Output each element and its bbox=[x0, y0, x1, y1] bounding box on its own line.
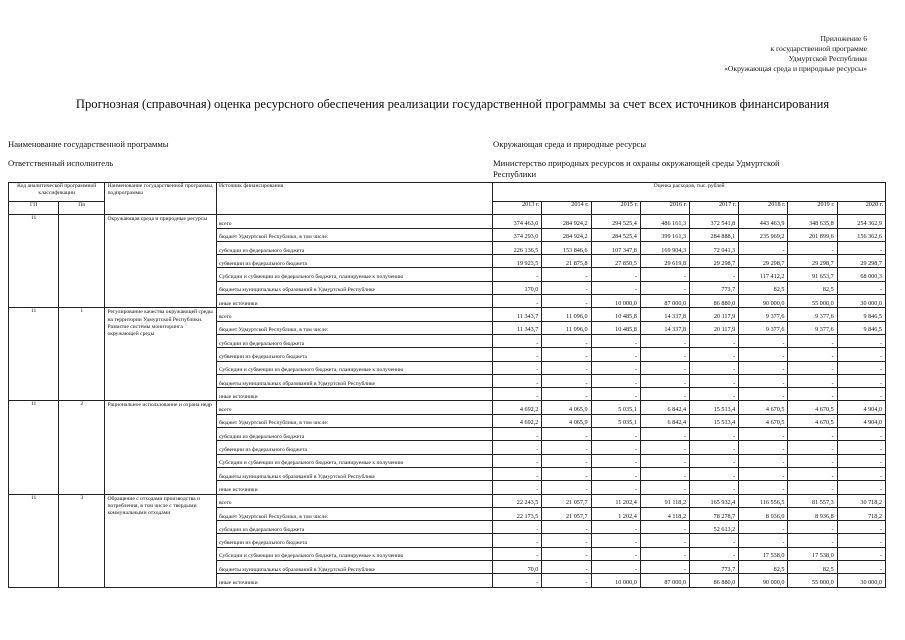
amount-cell: 22 173,5 bbox=[493, 507, 542, 520]
amount-cell: - bbox=[837, 547, 885, 560]
amount-cell: 10 000,0 bbox=[591, 574, 640, 587]
amount-cell: 14 337,8 bbox=[640, 308, 689, 321]
source-header: Источник финансирования bbox=[216, 183, 492, 215]
amount-cell: - bbox=[788, 334, 837, 347]
appendix-line: «Окружающая среда и природные ресурсы» bbox=[724, 64, 867, 73]
amount-cell: - bbox=[837, 361, 885, 374]
amount-cell: 4 670,5 bbox=[788, 414, 837, 427]
amount-cell: - bbox=[493, 534, 542, 547]
amount-cell: - bbox=[837, 441, 885, 454]
amount-cell: 21 057,7 bbox=[542, 494, 591, 507]
amount-cell: - bbox=[640, 428, 689, 441]
amount-cell: - bbox=[493, 428, 542, 441]
amount-cell: - bbox=[493, 521, 542, 534]
amount-cell: 718,2 bbox=[837, 507, 885, 520]
amount-cell: - bbox=[690, 547, 739, 560]
amount-cell: - bbox=[788, 521, 837, 534]
funding-source-cell: бюджет Удмуртской Республики, в том числе: bbox=[216, 228, 492, 241]
pp-code-cell: 2 bbox=[59, 401, 105, 494]
amount-cell: - bbox=[788, 374, 837, 387]
amount-cell: 81 557,3 bbox=[788, 494, 837, 507]
amount-cell: - bbox=[690, 348, 739, 361]
amount-cell: - bbox=[739, 361, 788, 374]
amount-cell: 8 936,0 bbox=[739, 507, 788, 520]
amount-cell: 5 035,1 bbox=[591, 414, 640, 427]
amount-cell: 443 463,9 bbox=[739, 215, 788, 228]
amount-cell: 170,0 bbox=[493, 281, 542, 294]
amount-cell: - bbox=[591, 374, 640, 387]
amount-cell: - bbox=[690, 534, 739, 547]
funding-source-cell: субвенции из федерального бюджета bbox=[216, 441, 492, 454]
amount-cell: 68 000,3 bbox=[837, 268, 885, 281]
amount-cell: - bbox=[837, 481, 885, 494]
pp-header: Пп bbox=[59, 202, 105, 215]
amount-cell: 30 000,0 bbox=[837, 574, 885, 587]
amount-cell: - bbox=[690, 361, 739, 374]
amount-cell: 91 118,2 bbox=[640, 494, 689, 507]
amount-cell: 4 670,5 bbox=[739, 401, 788, 414]
amount-cell: - bbox=[739, 467, 788, 480]
amount-cell: 72 041,3 bbox=[690, 241, 739, 254]
amount-cell: - bbox=[493, 361, 542, 374]
amount-cell: 19 923,5 bbox=[493, 255, 542, 268]
amount-cell: 4 670,5 bbox=[739, 414, 788, 427]
amount-cell: - bbox=[591, 361, 640, 374]
amount-cell: 55 000,0 bbox=[788, 574, 837, 587]
amount-cell: - bbox=[640, 268, 689, 281]
amount-cell: 10 000,0 bbox=[591, 295, 640, 308]
amount-cell: 169 904,3 bbox=[640, 241, 689, 254]
appendix-line: Удмуртской Республики bbox=[788, 54, 867, 63]
funding-source-cell: всего bbox=[216, 401, 492, 414]
amount-cell: 294 525,4 bbox=[591, 215, 640, 228]
amount-cell: - bbox=[690, 441, 739, 454]
year-header: 2020 г. bbox=[837, 202, 885, 215]
funding-source-cell: субвенции из федерального бюджета bbox=[216, 255, 492, 268]
amount-cell: 87 000,0 bbox=[640, 574, 689, 587]
amount-cell: - bbox=[542, 534, 591, 547]
amount-cell: 284 525,4 bbox=[591, 228, 640, 241]
amount-cell: 9 846,5 bbox=[837, 308, 885, 321]
amount-cell: 17 538,0 bbox=[788, 547, 837, 560]
amount-cell: 11 343,7 bbox=[493, 308, 542, 321]
amount-cell: 773,7 bbox=[690, 561, 739, 574]
amount-cell: - bbox=[837, 241, 885, 254]
executor-value: Министерство природных ресурсов и охраны окружающей среды Удмуртской Республики bbox=[493, 158, 780, 179]
appendix-line: Приложение 6 bbox=[820, 34, 867, 43]
funding-source-cell: иные источники bbox=[216, 295, 492, 308]
amount-cell: - bbox=[640, 388, 689, 401]
amount-cell: - bbox=[788, 454, 837, 467]
gp-code-cell: 11 bbox=[9, 308, 59, 401]
amount-cell: 91 653,7 bbox=[788, 268, 837, 281]
amount-cell: - bbox=[542, 295, 591, 308]
amount-cell: 11 343,7 bbox=[493, 321, 542, 334]
amount-cell: - bbox=[640, 521, 689, 534]
funding-source-cell: иные источники bbox=[216, 388, 492, 401]
amount-cell: - bbox=[640, 481, 689, 494]
amount-cell: - bbox=[690, 374, 739, 387]
amount-cell: - bbox=[788, 481, 837, 494]
amount-cell: - bbox=[788, 467, 837, 480]
document-title: Прогнозная (справочная) оценка ресурсного обеспечения реализации государственной программы за счет всех источников финансирования bbox=[75, 97, 830, 111]
amount-cell: 78 278,7 bbox=[690, 507, 739, 520]
subprogram-name-cell: Обращение с отходами производства и потребления, в том числе с твердыми коммунальными отходами bbox=[105, 494, 217, 587]
amount-cell: - bbox=[591, 281, 640, 294]
amount-cell: - bbox=[640, 374, 689, 387]
amount-cell: - bbox=[837, 388, 885, 401]
amount-cell: 10 485,8 bbox=[591, 308, 640, 321]
amount-cell: 15 513,4 bbox=[690, 401, 739, 414]
executor-label: Ответственный исполнитель bbox=[8, 158, 114, 168]
amount-cell: 29 298,7 bbox=[739, 255, 788, 268]
funding-source-cell: субвенции из федерального бюджета bbox=[216, 534, 492, 547]
amount-cell: 374 293,0 bbox=[493, 228, 542, 241]
amount-cell: - bbox=[591, 348, 640, 361]
amount-cell: - bbox=[739, 441, 788, 454]
amount-cell: - bbox=[591, 268, 640, 281]
amount-cell: - bbox=[739, 241, 788, 254]
funding-source-cell: бюджеты муниципальных образований в Удмуртской Республике bbox=[216, 561, 492, 574]
amount-cell: 27 850,5 bbox=[591, 255, 640, 268]
amount-cell: - bbox=[542, 467, 591, 480]
amount-cell: 70,0 bbox=[493, 561, 542, 574]
year-header: 2017 г. bbox=[690, 202, 739, 215]
amount-cell: 372 541,8 bbox=[690, 215, 739, 228]
program-value: Окружающая среда и природные ресурсы bbox=[493, 139, 647, 149]
amount-cell: 235 969,2 bbox=[739, 228, 788, 241]
year-header: 2015 г. bbox=[591, 202, 640, 215]
amount-cell: - bbox=[640, 441, 689, 454]
year-header: 2013 г. bbox=[493, 202, 542, 215]
amount-cell: 156 362,6 bbox=[837, 228, 885, 241]
funding-source-cell: иные источники bbox=[216, 481, 492, 494]
amount-cell: 11 096,0 bbox=[542, 308, 591, 321]
amount-cell: - bbox=[542, 547, 591, 560]
amount-cell: - bbox=[542, 481, 591, 494]
amount-cell: 374 463,0 bbox=[493, 215, 542, 228]
amount-cell: 20 117,9 bbox=[690, 308, 739, 321]
amount-cell: - bbox=[493, 467, 542, 480]
amount-cell: - bbox=[837, 467, 885, 480]
amount-cell: - bbox=[542, 281, 591, 294]
gp-code-cell: 11 bbox=[9, 401, 59, 494]
amount-cell: - bbox=[542, 454, 591, 467]
amount-cell: - bbox=[591, 428, 640, 441]
amount-cell: - bbox=[690, 467, 739, 480]
amount-cell: - bbox=[690, 268, 739, 281]
amount-cell: 55 000,0 bbox=[788, 295, 837, 308]
amount-cell: 6 842,4 bbox=[640, 414, 689, 427]
amount-cell: 90 000,0 bbox=[739, 295, 788, 308]
amount-cell: 11 202,4 bbox=[591, 494, 640, 507]
amount-cell: - bbox=[739, 374, 788, 387]
amount-cell: 9 377,6 bbox=[739, 308, 788, 321]
amount-cell: - bbox=[788, 534, 837, 547]
table-row bbox=[9, 494, 886, 507]
amount-cell: - bbox=[640, 334, 689, 347]
funding-source-cell: Субсидии и субвенции из федерального бюджета, планируемые к получению bbox=[216, 268, 492, 281]
amount-cell: - bbox=[837, 521, 885, 534]
amount-cell: - bbox=[739, 534, 788, 547]
amount-cell: - bbox=[837, 534, 885, 547]
amount-cell: - bbox=[788, 361, 837, 374]
amount-cell: - bbox=[542, 334, 591, 347]
funding-source-cell: Субсидии и субвенции из федерального бюджета, планируемые к получению bbox=[216, 361, 492, 374]
amount-cell: - bbox=[837, 374, 885, 387]
amount-cell: - bbox=[837, 561, 885, 574]
funding-source-cell: бюджеты муниципальных образований в Удмуртской Республике bbox=[216, 281, 492, 294]
amount-cell: 4 904,0 bbox=[837, 401, 885, 414]
amount-cell: - bbox=[690, 454, 739, 467]
amount-cell: 30 000,0 bbox=[837, 295, 885, 308]
amount-cell: - bbox=[739, 334, 788, 347]
amount-cell: - bbox=[690, 334, 739, 347]
amount-cell: - bbox=[591, 441, 640, 454]
pp-code-cell: 3 bbox=[59, 494, 105, 587]
amount-cell: 90 000,0 bbox=[739, 574, 788, 587]
amount-cell: 22 243,5 bbox=[493, 494, 542, 507]
amount-cell: - bbox=[591, 561, 640, 574]
amount-cell: - bbox=[542, 348, 591, 361]
funding-source-cell: субсидии из федерального бюджета bbox=[216, 428, 492, 441]
amount-cell: 9 846,5 bbox=[837, 321, 885, 334]
amount-cell: - bbox=[690, 481, 739, 494]
amount-cell: - bbox=[640, 361, 689, 374]
amount-cell: 29 619,8 bbox=[640, 255, 689, 268]
amount-cell: 4 065,9 bbox=[542, 401, 591, 414]
amount-cell: - bbox=[788, 441, 837, 454]
amount-cell: - bbox=[739, 521, 788, 534]
amount-cell: 4 118,2 bbox=[640, 507, 689, 520]
amount-cell: 4 065,9 bbox=[542, 414, 591, 427]
amount-cell: - bbox=[542, 388, 591, 401]
amount-cell: - bbox=[640, 547, 689, 560]
funding-source-cell: Субсидии и субвенции из федерального бюджета, планируемые к получению bbox=[216, 547, 492, 560]
amount-cell: - bbox=[640, 467, 689, 480]
amount-cell: - bbox=[837, 281, 885, 294]
amount-cell: 6 842,4 bbox=[640, 401, 689, 414]
amount-cell: 9 377,6 bbox=[788, 308, 837, 321]
amount-cell: - bbox=[739, 348, 788, 361]
year-header: 2019 г. bbox=[788, 202, 837, 215]
amount-cell: 11 096,0 bbox=[542, 321, 591, 334]
amount-cell: - bbox=[493, 388, 542, 401]
amount-cell: 87 000,0 bbox=[640, 295, 689, 308]
amount-cell: - bbox=[788, 388, 837, 401]
funding-table bbox=[8, 182, 886, 588]
amount-cell: - bbox=[640, 281, 689, 294]
amount-cell: - bbox=[493, 454, 542, 467]
amount-cell: 117 412,2 bbox=[739, 268, 788, 281]
amount-cell: - bbox=[640, 454, 689, 467]
amount-cell: 82,5 bbox=[739, 561, 788, 574]
amount-cell: 226 136,5 bbox=[493, 241, 542, 254]
funding-source-cell: всего bbox=[216, 494, 492, 507]
amount-cell: - bbox=[542, 374, 591, 387]
amount-cell: - bbox=[640, 348, 689, 361]
amount-cell: - bbox=[591, 467, 640, 480]
subprogram-name-cell: Регулирование качества окружающей среды на территории Удмуртской Республики. Развитие системы мониторинга окружающей среды bbox=[105, 308, 217, 401]
funding-source-cell: Субсидии и субвенции из федерального бюджета, планируемые к получению bbox=[216, 454, 492, 467]
name-header: Наименование государственной программы, подпрограммы bbox=[105, 183, 217, 215]
amount-cell: 86 880,0 bbox=[690, 574, 739, 587]
amount-cell: - bbox=[542, 521, 591, 534]
year-header: 2014 г. bbox=[542, 202, 591, 215]
amount-cell: - bbox=[739, 454, 788, 467]
amount-cell: 20 117,9 bbox=[690, 321, 739, 334]
funding-source-cell: бюджеты муниципальных образований в Удмуртской Республике bbox=[216, 467, 492, 480]
amount-cell: - bbox=[640, 561, 689, 574]
amount-cell: - bbox=[493, 547, 542, 560]
amount-cell: - bbox=[542, 268, 591, 281]
code-group-header: Код аналитической программной классификации bbox=[9, 183, 105, 202]
amount-cell: 21 057,7 bbox=[542, 507, 591, 520]
amount-cell: - bbox=[542, 428, 591, 441]
amount-cell: 116 556,5 bbox=[739, 494, 788, 507]
amount-cell: 773,7 bbox=[690, 281, 739, 294]
amount-cell: 82,5 bbox=[788, 281, 837, 294]
amount-cell: - bbox=[690, 428, 739, 441]
funding-source-cell: всего bbox=[216, 215, 492, 228]
amount-cell: 82,5 bbox=[788, 561, 837, 574]
amount-cell: 82,5 bbox=[739, 281, 788, 294]
amount-cell: 14 337,8 bbox=[640, 321, 689, 334]
amount-cell: - bbox=[493, 295, 542, 308]
amount-cell: 29 298,7 bbox=[837, 255, 885, 268]
amount-cell: - bbox=[493, 268, 542, 281]
amount-cell: 30 718,2 bbox=[837, 494, 885, 507]
funding-source-cell: субсидии из федерального бюджета bbox=[216, 521, 492, 534]
amount-cell: - bbox=[591, 388, 640, 401]
amount-cell: 486 161,3 bbox=[640, 215, 689, 228]
program-label: Наименование государственной программы bbox=[8, 139, 169, 149]
amount-cell: 29 298,7 bbox=[788, 255, 837, 268]
subprogram-name-cell: Рациональное использование и охрана недр bbox=[105, 401, 217, 494]
amount-cell: 1 202,4 bbox=[591, 507, 640, 520]
amount-cell: 284 924,2 bbox=[542, 228, 591, 241]
amount-cell: - bbox=[493, 374, 542, 387]
year-header: 2016 г. bbox=[640, 202, 689, 215]
amount-cell: 284 888,1 bbox=[690, 228, 739, 241]
amount-cell: - bbox=[591, 547, 640, 560]
estimate-header: Оценка расходов, тыс. рублей bbox=[493, 183, 886, 202]
amount-cell: - bbox=[837, 334, 885, 347]
amount-cell: - bbox=[640, 534, 689, 547]
amount-cell: - bbox=[591, 454, 640, 467]
amount-cell: 17 538,0 bbox=[739, 547, 788, 560]
amount-cell: - bbox=[690, 388, 739, 401]
funding-source-cell: субсидии из федерального бюджета bbox=[216, 241, 492, 254]
amount-cell: 9 377,6 bbox=[739, 321, 788, 334]
gp-header: ГП bbox=[9, 202, 59, 215]
amount-cell: - bbox=[591, 481, 640, 494]
amount-cell: 4 692,2 bbox=[493, 401, 542, 414]
table-header-row bbox=[9, 183, 886, 202]
amount-cell: 284 924,2 bbox=[542, 215, 591, 228]
funding-source-cell: всего bbox=[216, 308, 492, 321]
amount-cell: 15 513,4 bbox=[690, 414, 739, 427]
amount-cell: - bbox=[542, 361, 591, 374]
funding-source-cell: бюджеты муниципальных образований в Удмуртской Республике bbox=[216, 374, 492, 387]
amount-cell: 10 485,8 bbox=[591, 321, 640, 334]
amount-cell: 86 880,0 bbox=[690, 295, 739, 308]
amount-cell: 4 904,0 bbox=[837, 414, 885, 427]
amount-cell: - bbox=[493, 441, 542, 454]
amount-cell: - bbox=[739, 388, 788, 401]
amount-cell: 8 936,8 bbox=[788, 507, 837, 520]
amount-cell: - bbox=[591, 521, 640, 534]
amount-cell: 9 377,6 bbox=[788, 321, 837, 334]
amount-cell: 4 670,5 bbox=[788, 401, 837, 414]
amount-cell: - bbox=[591, 534, 640, 547]
gp-code-cell: 11 bbox=[9, 494, 59, 587]
funding-source-cell: субвенции из федерального бюджета bbox=[216, 348, 492, 361]
amount-cell: - bbox=[788, 348, 837, 361]
table-row bbox=[9, 215, 886, 228]
amount-cell: - bbox=[493, 574, 542, 587]
funding-source-cell: бюджет Удмуртской Республики, в том числе: bbox=[216, 321, 492, 334]
amount-cell: - bbox=[837, 454, 885, 467]
amount-cell: 254 362,9 bbox=[837, 215, 885, 228]
funding-source-cell: субсидии из федерального бюджета bbox=[216, 334, 492, 347]
amount-cell: 348 635,8 bbox=[788, 215, 837, 228]
amount-cell: - bbox=[591, 334, 640, 347]
appendix-line: к государственной программе bbox=[770, 44, 867, 53]
amount-cell: - bbox=[739, 481, 788, 494]
gp-code-cell: 11 bbox=[9, 215, 59, 308]
amount-cell: 52 613,2 bbox=[690, 521, 739, 534]
amount-cell: 4 692,2 bbox=[493, 414, 542, 427]
table-row bbox=[9, 401, 886, 414]
amount-cell: 165 932,4 bbox=[690, 494, 739, 507]
amount-cell: - bbox=[542, 574, 591, 587]
amount-cell: 5 035,1 bbox=[591, 401, 640, 414]
funding-source-cell: бюджет Удмуртской Республики, в том числе: bbox=[216, 507, 492, 520]
funding-source-cell: бюджет Удмуртской Республики, в том числе: bbox=[216, 414, 492, 427]
amount-cell: 21 875,8 bbox=[542, 255, 591, 268]
amount-cell: - bbox=[788, 428, 837, 441]
amount-cell: 153 846,6 bbox=[542, 241, 591, 254]
table-row bbox=[9, 308, 886, 321]
amount-cell: - bbox=[739, 428, 788, 441]
amount-cell: - bbox=[493, 348, 542, 361]
amount-cell: - bbox=[788, 241, 837, 254]
amount-cell: - bbox=[837, 428, 885, 441]
pp-code-cell: 1 bbox=[59, 308, 105, 401]
amount-cell: - bbox=[837, 348, 885, 361]
amount-cell: - bbox=[542, 561, 591, 574]
amount-cell: 399 161,3 bbox=[640, 228, 689, 241]
amount-cell: 201 899,6 bbox=[788, 228, 837, 241]
amount-cell: 29 298,7 bbox=[690, 255, 739, 268]
pp-code-cell bbox=[59, 215, 105, 308]
funding-source-cell: иные источники bbox=[216, 574, 492, 587]
subprogram-name-cell: Окружающая среда и природные ресурсы bbox=[105, 215, 217, 308]
appendix-note bbox=[607, 34, 867, 74]
amount-cell: 107 347,8 bbox=[591, 241, 640, 254]
year-header: 2018 г. bbox=[739, 202, 788, 215]
amount-cell: - bbox=[542, 441, 591, 454]
amount-cell: - bbox=[493, 334, 542, 347]
amount-cell: - bbox=[493, 481, 542, 494]
